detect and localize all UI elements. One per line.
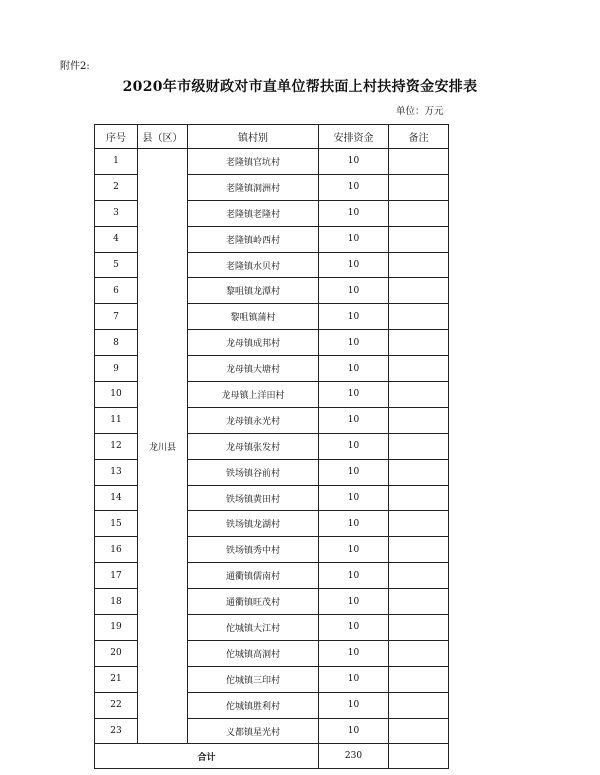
row-number: 19	[95, 615, 138, 641]
village-cell: 义都镇星光村	[188, 718, 319, 744]
amount-cell: 10	[319, 382, 389, 408]
header-village: 镇村别	[188, 125, 319, 149]
header-amount: 安排资金	[319, 125, 389, 149]
amount-cell: 10	[319, 615, 389, 641]
village-cell: 老隆镇水贝村	[188, 252, 319, 278]
remarks-cell	[389, 666, 449, 692]
amount-cell: 10	[319, 563, 389, 589]
village-cell: 通衢镇旺茂村	[188, 589, 319, 615]
amount-cell: 10	[319, 537, 389, 563]
page-title: 2020年市级财政对市直单位帮扶面上村扶持资金安排表	[122, 79, 478, 95]
row-number: 13	[95, 459, 138, 485]
attachment-label: 附件2:	[60, 61, 90, 72]
table-header-row	[95, 125, 449, 149]
amount-cell: 10	[319, 356, 389, 382]
row-number: 9	[95, 356, 138, 382]
amount-cell: 10	[319, 640, 389, 666]
row-number: 5	[95, 252, 138, 278]
village-cell: 铁场镇黄田村	[188, 485, 319, 511]
village-cell: 黎咀镇龙潭村	[188, 278, 319, 304]
village-cell: 龙母镇上洋田村	[188, 382, 319, 408]
row-number: 17	[95, 563, 138, 589]
village-cell: 黎咀镇蒲村	[188, 304, 319, 330]
remarks-cell	[389, 330, 449, 356]
row-number: 23	[95, 718, 138, 744]
remarks-cell	[389, 615, 449, 641]
row-number: 11	[95, 407, 138, 433]
amount-cell: 10	[319, 252, 389, 278]
amount-cell: 10	[319, 459, 389, 485]
row-number: 21	[95, 666, 138, 692]
remarks-cell	[389, 226, 449, 252]
remarks-cell	[389, 692, 449, 718]
remarks-cell	[389, 459, 449, 485]
row-number: 6	[95, 278, 138, 304]
remarks-cell	[389, 174, 449, 200]
village-cell: 铁场镇秀中村	[188, 537, 319, 563]
amount-cell: 10	[319, 485, 389, 511]
amount-cell: 10	[319, 200, 389, 226]
amount-cell: 10	[319, 149, 389, 175]
remarks-cell	[389, 511, 449, 537]
village-cell: 佗城镇大江村	[188, 615, 319, 641]
total-remarks-cell	[389, 744, 449, 769]
table-body	[95, 149, 449, 769]
county-cell: 龙川县	[138, 149, 188, 744]
row-number: 7	[95, 304, 138, 330]
total-row	[95, 744, 449, 769]
header-remarks: 备注	[389, 125, 449, 149]
row-number: 8	[95, 330, 138, 356]
amount-cell: 10	[319, 589, 389, 615]
remarks-cell	[389, 278, 449, 304]
header-county: 县（区）	[138, 125, 188, 149]
row-number: 15	[95, 511, 138, 537]
village-cell: 铁场镇龙湖村	[188, 511, 319, 537]
row-number: 20	[95, 640, 138, 666]
row-number: 1	[95, 149, 138, 175]
row-number: 22	[95, 692, 138, 718]
row-number: 2	[95, 174, 138, 200]
amount-cell: 10	[319, 278, 389, 304]
amount-cell: 10	[319, 433, 389, 459]
village-cell: 龙母镇大塘村	[188, 356, 319, 382]
village-cell: 铁场镇谷前村	[188, 459, 319, 485]
remarks-cell	[389, 589, 449, 615]
row-number: 12	[95, 433, 138, 459]
total-amount: 230	[319, 744, 389, 769]
village-cell: 佗城镇高洞村	[188, 640, 319, 666]
remarks-cell	[389, 718, 449, 744]
remarks-cell	[389, 304, 449, 330]
header-no: 序号	[95, 125, 138, 149]
funding-table	[94, 124, 449, 769]
village-cell: 老隆镇岭西村	[188, 226, 319, 252]
village-cell: 龙母镇永光村	[188, 407, 319, 433]
amount-cell: 10	[319, 304, 389, 330]
amount-cell: 10	[319, 174, 389, 200]
village-cell: 老隆镇洞洲村	[188, 174, 319, 200]
remarks-cell	[389, 200, 449, 226]
row-number: 18	[95, 589, 138, 615]
remarks-cell	[389, 252, 449, 278]
village-cell: 佗城镇胜利村	[188, 692, 319, 718]
village-cell: 通衢镇儒南村	[188, 563, 319, 589]
remarks-cell	[389, 485, 449, 511]
village-cell: 龙母镇张发村	[188, 433, 319, 459]
remarks-cell	[389, 433, 449, 459]
row-number: 10	[95, 382, 138, 408]
amount-cell: 10	[319, 666, 389, 692]
row-number: 3	[95, 200, 138, 226]
remarks-cell	[389, 356, 449, 382]
village-cell: 老隆镇官坑村	[188, 149, 319, 175]
amount-cell: 10	[319, 692, 389, 718]
remarks-cell	[389, 149, 449, 175]
remarks-cell	[389, 563, 449, 589]
remarks-cell	[389, 382, 449, 408]
amount-cell: 10	[319, 330, 389, 356]
row-number: 14	[95, 485, 138, 511]
row-number: 4	[95, 226, 138, 252]
amount-cell: 10	[319, 226, 389, 252]
table-row	[95, 149, 449, 175]
remarks-cell	[389, 640, 449, 666]
amount-cell: 10	[319, 407, 389, 433]
amount-cell: 10	[319, 718, 389, 744]
remarks-cell	[389, 537, 449, 563]
total-label: 合计	[95, 744, 319, 769]
village-cell: 龙母镇成邦村	[188, 330, 319, 356]
unit-label: 单位：万元	[396, 106, 444, 117]
village-cell: 佗城镇三印村	[188, 666, 319, 692]
village-cell: 老隆镇老隆村	[188, 200, 319, 226]
amount-cell: 10	[319, 511, 389, 537]
remarks-cell	[389, 407, 449, 433]
row-number: 16	[95, 537, 138, 563]
